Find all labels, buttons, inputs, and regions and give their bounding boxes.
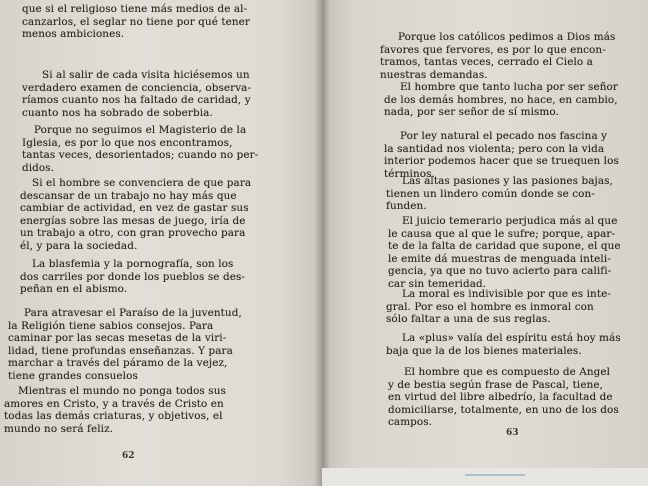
text-line: descansar de un trabajo no hay más que	[20, 189, 237, 202]
text-line: Si el hombre se convenciera de que para	[32, 177, 252, 189]
text-line: cambiar de actividad, en vez de gastar sus	[20, 202, 249, 215]
text-line: interior podemos hacer que se truequen los	[384, 155, 619, 168]
text-line: mundo no será feliz.	[4, 422, 114, 435]
text-line: tienen un lindero común donde se con-	[386, 187, 595, 200]
paragraph	[22, 3, 250, 41]
text-line: todas las demás criaturas, y objetivos, el	[4, 410, 223, 423]
text-line: dos carriles por donde los pueblos se des-	[20, 270, 246, 283]
paragraph	[22, 124, 258, 174]
page-number: 62	[122, 451, 135, 461]
paragraph	[388, 215, 621, 291]
text-line: le emite dá muestras de menguada inteli-	[388, 252, 611, 265]
text-line: La moral es indivisible por que es inte-	[402, 288, 611, 300]
right-page	[322, 0, 648, 486]
text-line: didos.	[22, 161, 55, 174]
text-line: peñan en el abismo.	[20, 283, 128, 296]
text-line: la santidad nos violenta; pero con la vida	[384, 142, 605, 155]
text-line: Si al salir de cada visita hiciésemos un	[42, 69, 250, 81]
text-line: gral. Por eso el hombre es inmoral con	[386, 300, 594, 313]
text-line: lidad, tiene profundas enseñanzas. Y para	[8, 344, 233, 357]
text-line: baja que la de los bienes materiales.	[386, 344, 582, 357]
text-line: La «plus» valía del espíritu está hoy más	[402, 332, 621, 344]
paragraph	[384, 130, 619, 180]
text-line: El hombre que es compuesto de Angel	[404, 366, 611, 378]
text-line: marchar a través del páramo de la vejez,	[8, 357, 228, 370]
paragraph	[386, 332, 621, 357]
text-line: Iglesia, es por lo que nos encontramos,	[22, 136, 233, 149]
watermark-mark	[465, 474, 525, 486]
paragraph	[8, 307, 242, 383]
text-line: Mientras el mundo no ponga todos sus	[18, 385, 226, 397]
paragraph	[388, 366, 619, 429]
text-line: ríamos cuanto nos ha faltado de caridad, y	[22, 94, 251, 107]
text-line: Porque no seguimos el Magisterio de la	[34, 124, 247, 136]
text-line: campos.	[388, 416, 433, 429]
text-line: términos.	[384, 167, 435, 180]
text-line: favores que fervores, es por lo que encon-	[380, 43, 606, 56]
text-line: Por ley natural el pecado nos fascina y	[400, 130, 608, 142]
text-line: verdadero examen de conciencia, observa-	[22, 81, 252, 94]
text-line: te de la falta de caridad que supone, el que	[388, 240, 621, 253]
text-line: él, y para la sociedad.	[20, 239, 138, 252]
paragraph	[386, 175, 613, 213]
text-line: El hombre que tanto lucha por ser señor	[400, 81, 618, 93]
text-line: tantas veces, desorientados; cuando no per-	[22, 149, 259, 162]
text-line: que si el religioso tiene más medios de al-	[22, 3, 248, 15]
page-number: 63	[506, 428, 519, 438]
paragraph	[20, 177, 251, 253]
text-line: nuestras demandas.	[380, 68, 488, 81]
text-line: caminar por las secas mesetas de la viri-	[8, 332, 227, 345]
paragraph	[22, 69, 251, 119]
text-line: gencia, ya que no tuvo acierto para califi-	[388, 265, 612, 278]
text-line: un trabajo a otro, con gran provecho para	[20, 227, 246, 240]
text-line: La blasfemia y la pornografía, son los	[32, 258, 234, 270]
text-line: domiciliarse, totalmente, en uno de los dos	[388, 403, 619, 416]
text-line: sólo faltar a una de sus reglas.	[386, 313, 551, 326]
text-line: El juicio temerario perjudica más al que	[402, 215, 618, 227]
text-line: la Religión tiene sabios consejos. Para	[8, 319, 214, 332]
text-line: tiene grandes consuelos	[8, 369, 138, 382]
paragraph	[4, 385, 226, 435]
paragraph	[384, 81, 618, 119]
paragraph	[386, 288, 611, 326]
text-line: nada, por ser señor de sí mismo.	[384, 106, 559, 119]
text-line: cuanto nos ha sobrado de soberbia.	[22, 106, 213, 119]
text-line: le causa que al que le sufre; porque, apar-	[388, 227, 616, 240]
book-gutter	[314, 0, 330, 486]
text-line: car sin temeridad.	[388, 277, 487, 290]
text-line: tramos, tantas veces, cerrado el Cielo a	[380, 56, 593, 69]
paragraph	[380, 31, 615, 81]
text-line: Las altas pasiones y las pasiones bajas,	[402, 175, 613, 187]
paragraph	[20, 258, 245, 296]
text-line: energías sobre las mesas de juego, iría de	[20, 214, 246, 227]
text-line: menos ambiciones.	[22, 28, 125, 41]
text-line: canzarlos, el seglar no tiene por qué tener	[22, 15, 251, 28]
text-line: en virtud del libre albedrío, la facultad de	[388, 391, 613, 404]
left-page	[0, 0, 322, 486]
text-line: Porque los católicos pedimos a Dios más	[398, 31, 616, 43]
text-line: de los demás hombres, no hace, en cambio,	[384, 93, 618, 106]
text-line: funden.	[386, 200, 427, 213]
text-line: y de bestia según frase de Pascal, tiene,	[388, 378, 604, 391]
text-line: amores en Cristo, y a través de Cristo en	[4, 397, 224, 410]
text-line: Para atravesar el Paraíso de la juventud,	[24, 307, 242, 319]
